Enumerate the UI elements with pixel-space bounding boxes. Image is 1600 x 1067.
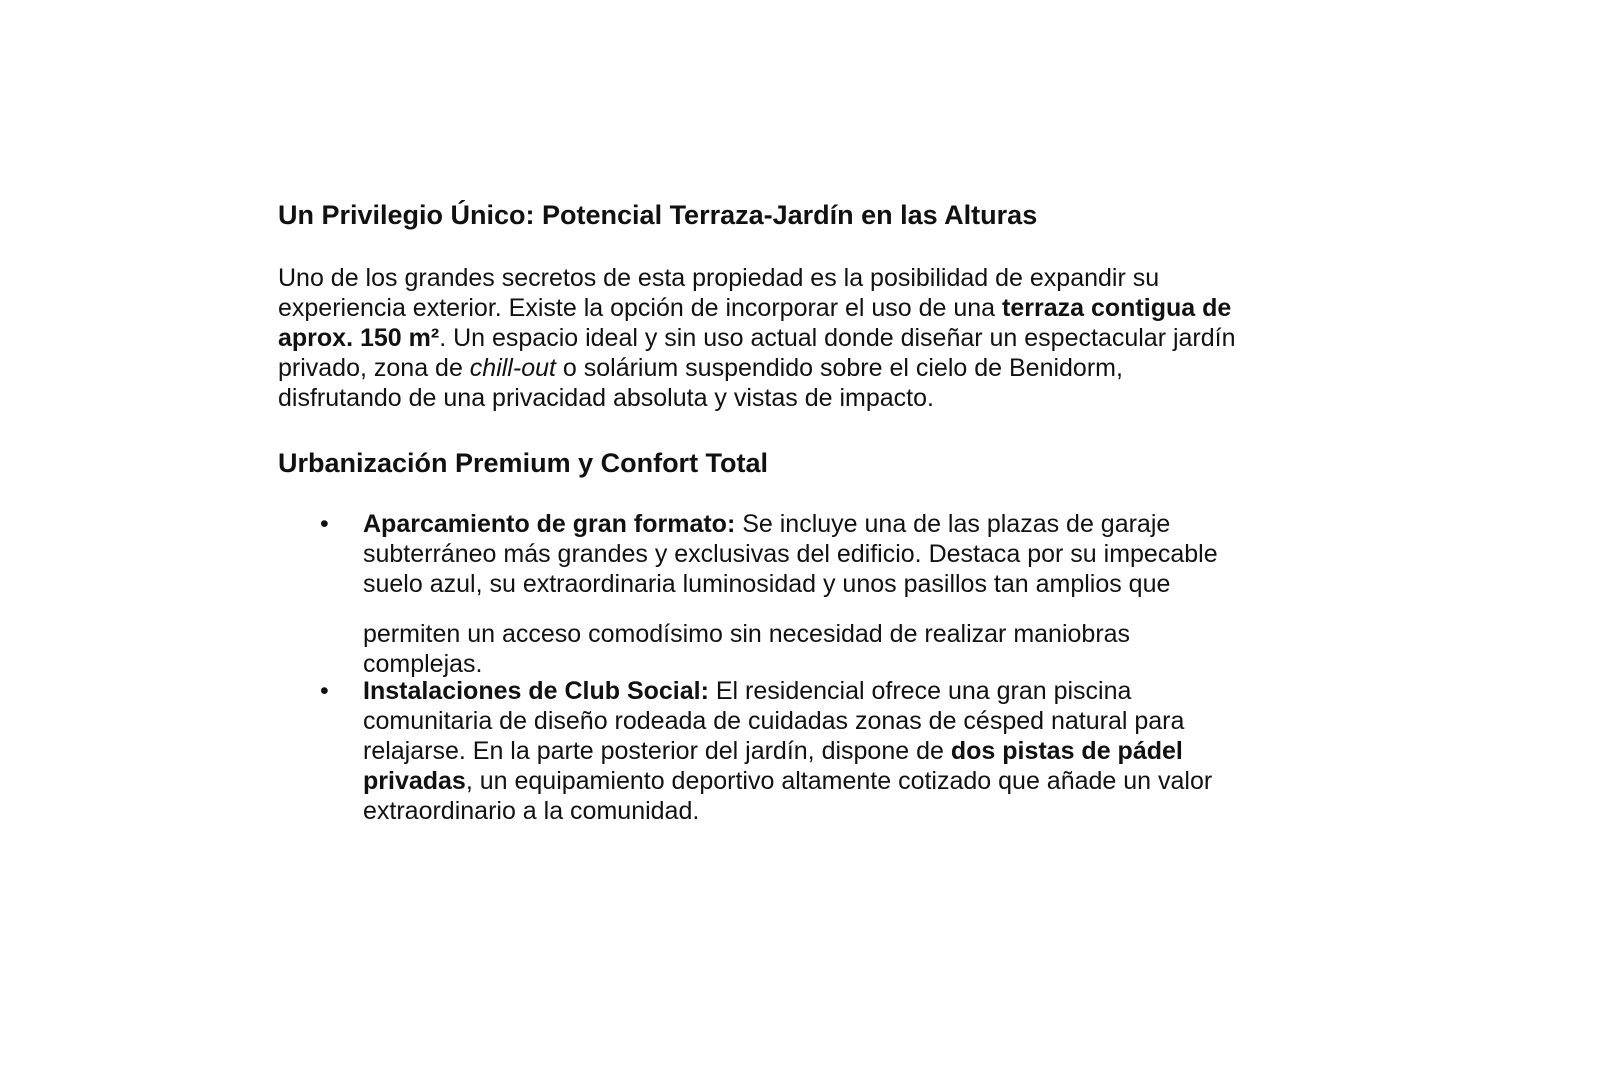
bold-text-run: terraza contigua de [1002,294,1232,322]
paragraph-terraza [278,263,1298,413]
section-heading-urbanizacion: Urbanización Premium y Confort Total [278,448,769,478]
list-line: permiten un acceso comodísimo sin necesidad de realizar maniobras [363,620,1131,648]
text-run: Se incluye una de las plazas de garaje [735,510,1171,538]
text-run: privado, zona de [278,354,470,382]
text-run: relajarse. En la parte posterior del jardín, dispone de [363,737,951,765]
text-run: El residencial ofrece una gran piscina [708,677,1132,705]
bold-text-run: privadas [363,767,466,795]
bold-text-run: Aparcamiento de gran formato: [363,510,736,538]
paragraph-line [278,353,1298,383]
bold-text-run: aprox. 150 m² [278,324,440,352]
list-line: comunitaria de diseño rodeada de cuidadas zonas de césped natural para [363,707,1185,735]
text-run: , un equipamiento deportivo altamente cotizado que añade un valor [465,767,1213,795]
text-run: experiencia exterior. Existe la opción de incorporar el uso de una [278,294,1003,322]
paragraph-line [278,263,1298,293]
bold-text-run: Instalaciones de Club Social: [363,677,709,705]
list-item-text [363,676,1303,826]
list-line: suelo azul, su extraordinaria luminosidad y unos pasillos tan amplios que [363,570,1171,598]
list-line [363,509,1303,539]
text-run: o solárium suspendido sobre el cielo de Benidorm, [555,354,1123,382]
list-item-text [363,509,1303,679]
page-gap [363,599,1303,619]
list-line [363,766,1303,796]
bullet-marker: • [320,510,329,538]
list-line: subterráneo más grandes y exclusivas del edificio. Destaca por su impecable [363,540,1218,568]
list-line: extraordinario a la comunidad. [363,797,700,825]
text-run: Uno de los grandes secretos de esta propiedad es la posibilidad de expandir su [278,264,1160,292]
list-line [363,676,1303,706]
paragraph-line [278,323,1298,353]
bold-text-run: dos pistas de pádel [950,737,1183,765]
paragraph-line [278,293,1298,323]
list-line [363,736,1303,766]
list-line: complejas. [363,650,483,678]
italic-text-run: chill-out [469,354,556,382]
text-run: . Un espacio ideal y sin uso actual donde diseñar un espectacular jardín [439,324,1236,352]
bullet-marker: • [320,677,329,705]
paragraph-line [278,383,1298,413]
section-heading-terraza: Un Privilegio Único: Potencial Terraza-Jardín en las Alturas [278,200,1038,230]
text-run: disfrutando de una privacidad absoluta y vistas de impacto. [278,384,934,412]
